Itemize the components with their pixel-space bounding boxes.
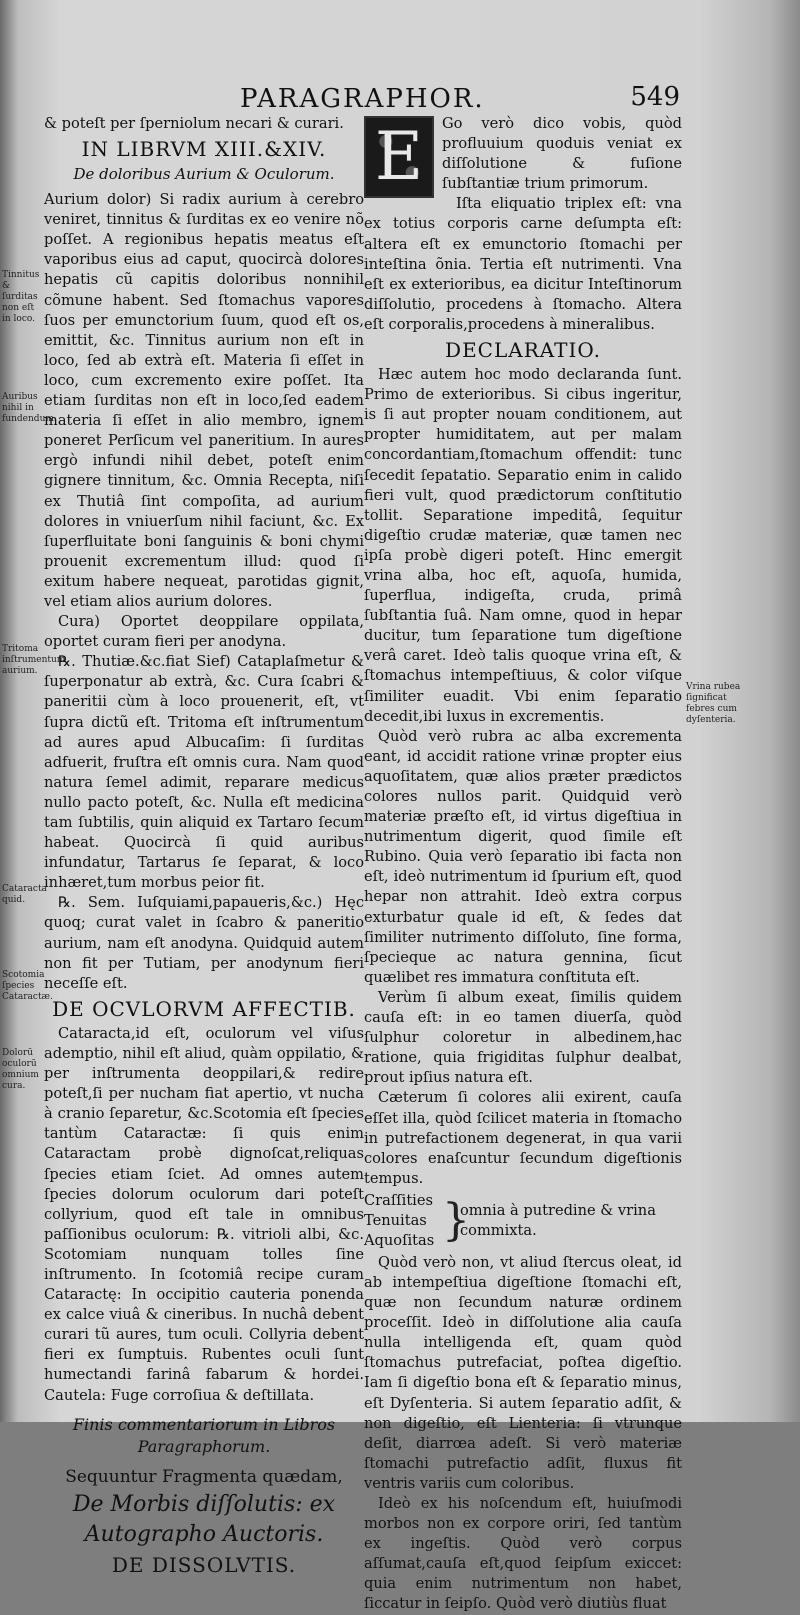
section-heading: DECLARATIO. <box>445 338 601 363</box>
paragraph: Aurium dolor) Si radix aurium à cerebro veniret, tinnitus & ſurditas ex eo venire nõ poſſet. A regionibus hepatis meatus eſt vaporibus eius ad caput, quocircà dolores hepatis cũ capitis doloribus nonnihil cõmune habent. Sed ſtomachus vapores ſuos per emunctorium ſuum, quod eſt os, emittit, &c. Tinnitus aurium non eſt in loco, ſed ab extrà eſt. Materia ſi eſſet in loco, cum excremento exire poſſet. Ita etiam ſurditas non eſt in loco,ſed eadem materia ſi eſſet in alio membro, ignem poneret Perſicum vel paneritium. In aures ergò infundi nihil debet, poteſt enim gignere tinnitum, &c. Omnia Recepta, niſi ex Thutiâ ſint compoſita, ad aurium dolores in vniuerſum nihil faciunt, &c. Ex ſuperfluitate boni ſanguinis & boni chymi prouenit excrementum illud: quod ſi exitum habere nequeat, parotidas gignit, vel etiam alios aurium dolores. <box>44 191 364 610</box>
running-title: PARAGRAPHOR. <box>240 84 485 114</box>
page-header <box>240 84 780 114</box>
paragraph: Go verò dico vobis, quòd profluuium quoduis veniat ex diſſolutione & fuſione ſubſtantiæ trium primorum. <box>442 115 682 193</box>
paragraph: Cura) Oportet deoppilare oppilata, oportet curam fieri per anodyna. <box>44 613 364 651</box>
paragraph: Verùm ſi album exeat, ſimilis quidem cauſa eſt: in eo tamen diuerſa, quòd ſulphur coloretur in albedinem,hac ratione, quia frigiditas ſulphur dealbat, prout ipſius natura eſt. <box>364 988 682 1087</box>
margin-note: Tinnitus & ſurditas non eſt in loco. <box>2 270 40 324</box>
paragraph: ℞. Thutiæ.&c.fiat Sief) Cataplaſmetur & ſuperponatur ab extrà, &c. Cura ſcabri & paneritii cùm à loco prouenerit, eſt, vt ſupra dictũ eſt. Tritoma eſt inſtrumentum ad aures apud Albucaſim: ſi ſurditas adfuerit, fruſtra eſt omnis cura. Nam quod natura ſemel adimit, reparare medicus nullo pacto poteſt, &c. Nulla eſt medicina tam ſubtilis, quin aliquid ex Tartaro ſecum habeat. Quocircà ſi quid auribus infundatur, Tartarus ſe ſeparat, & loco inhæret,tum morbus peior fit. <box>44 653 364 892</box>
top-line: & poteſt per ſperniolum necari & curari. <box>44 115 344 132</box>
paragraph: Iſta eliquatio triplex eſt: vna ex totius corporis carne deſumpta eſt: altera eſt ex emunctorio ſtomachi per inteſtina õnia. Tertia eſt nutrimenti. Vna eſt ex exterioribus, ea dicitur Inteſtinorum diſſolutio, procedens à ſtomacho. Altera eſt corporalis,procedens à mineralibus. <box>364 195 682 333</box>
humor-item: Aquoſitas <box>364 1231 435 1249</box>
brace-icon: } <box>442 1194 470 1246</box>
finis-line: Finis commentariorum in Libros Paragraphorum. <box>72 1414 336 1456</box>
left-column <box>44 114 364 1580</box>
drop-cap: E <box>364 116 434 198</box>
margin-note: Dolorū oculorū omnium cura. <box>2 1048 39 1091</box>
paragraph: ℞. Sem. Iuſquiami,papaueris,&c.) Hęc quoq; curat valet in ſcabro & paneritio aurium, nam eſt anodyna. Quidquid autem non fit per Tutiam, per anodynum fieri neceſſe eſt. <box>44 894 364 992</box>
paragraph: Cataracta,id eſt, oculorum vel viſus ademptio, nihil eſt aliud, quàm oppilatio, & per inſtrumenta deoppilari,& redire poteſt,ſi per nucham fiat apertio, vt nucha à cranio ſeparetur, &c.Scotomia eſt ſpecies tantùm Cataractæ: ſi quis enim Cataractam probè dignoſcat,reliquas ſpecies etiam ſciet. Ad omnes autem ſpecies dolorum oculorum dari poteſt collyrium, quod eſt tale in omnibus paſſionibus oculorum: ℞. vitrioli albi, &c. Scotomiam nunquam tolles ſine inſtrumento. In ſcotomiâ recipe curam Cataractę: In occipitio cauteria ponenda ex calce viuâ & cineribus. In nuchâ debent curari tũ aures, tum oculi. Collyria debent fieri ex ſumptuis. Rubentes oculi ſunt humectandi farinâ fabarum & hordei. Cautela: Fuge corroſiua & deſtillata. <box>44 1024 364 1404</box>
humors-text: omnia à putredine & vrina commixta. <box>460 1201 656 1239</box>
margin-note: Tritoma inſtrumentum aurium. <box>2 644 66 676</box>
humors-list <box>364 1191 442 1251</box>
section-heading: DE DISSOLVTIS. <box>111 1552 297 1577</box>
paragraph: Quòd verò non, vt aliud ſtercus oleat, id ab intempeſtiua digeſtione ſtomachi eſt, quæ non ſecundum naturæ ordinem proceſſit. Ideò in diſſolutione alia cauſa nulla intelligenda eſt, quam quòd ſtomachus putrefaciat, poſtea digeſtio. Iam ſi digeſtio bona eſt & ſeparatio minus, eſt Dyſenteria. Si autem ſeparatio adſit, & non digeſtio, eſt Lienteria: ſi vtrunque deſit, diarrœa adeſt. Si verò materiæ ſtomachi putrefactio adſit, fluxus fit ventris variis cum coloribus. <box>364 1253 682 1492</box>
page-number: 549 <box>630 82 680 112</box>
margin-note: Vrina rubea ſignificat febres cum dyſenteria. <box>686 682 741 725</box>
paragraph: Cæterum ſi colores alii exirent, cauſa eſſet illa, quòd ſcilicet materia in ſtomacho in putrefactionem degenerat, in qua varii colores enaſcuntur ſecundum digeſtionis tempus. <box>364 1089 682 1187</box>
humor-item: Craſſities <box>364 1191 433 1209</box>
section-heading: IN LIBRVM XIII.&XIV. <box>81 137 327 162</box>
margin-note: Auribus nihil in fundendum. <box>2 392 57 424</box>
paragraph: Ideò ex his noſcendum eſt, huiuſmodi morbos non ex corpore oriri, ſed tantùm ex ingeſtis. Quòd verò corpus aſſumat,cauſa eſt,quod ſeipſum exiccet: quia enim nutrimentum non habet, ſiccatur in ſeipſo. Quòd verò diutiùs fluat <box>364 1495 682 1613</box>
section-subheading: De doloribus Aurium & Oculorum. <box>73 165 335 184</box>
margin-note: Scotomia ſpecies Cataractæ. <box>2 970 53 1002</box>
section-heading: DE OCVLORVM AFFECTIB. <box>52 996 356 1021</box>
paragraph: Hæc autem hoc modo declaranda ſunt. Primo de exterioribus. Si cibus ingeritur, is ſi aut propter nouam conditionem, aut propter humiditatem, aut per malam concordantiam,ſtomachum offendit: tunc ſecedit ſepatatio. Separatio enim in calido fieri vult, quod prædictorum conſtitutio tollit. Separatione impeditâ, ſequitur digeſtio crudæ materiæ, quæ tamen nec ipſa probè digeri poteſt. Hinc emergit vrina alba, hoc eſt, aquoſa, humida, ſuperflua, indigeſta, cruda, primâ ſubſtantia ſuâ. Nam omne, quod in hepar ducitur, tum ſeparatione tum digeſtione verâ caret. Ideò talis quoque vrina eſt, & ſtomachus intempeſtiuus, & color viſque ſimiliter euadit. Vbi enim ſeparatio decedit,ibi luxus in excrementis. <box>364 366 682 725</box>
fragments-line: Sequuntur Fragmenta quædam, <box>65 1466 343 1487</box>
humors-bracket <box>364 1191 682 1251</box>
paragraph: Quòd verò rubra ac alba excrementa eant, id accidit ratione vrinæ propter eius aquoſitatem, quæ alios præter prædictos colores nullos parit. Quidquid verò materiæ præſto eſt, id virtus digeſtiua in nutrimentum digerit, quod ſimile eſt Rubino. Quia verò ſeparatio ibi facta non eſt, ideò nutrimentum id ſpurium eſt, quod hepar non attrahit. Ideò extra corpus exturbatur quale id eſt, & ſedes dat ſimiliter nutrimento diſſoluto, ſine forma, ſpecieque ac natura gennina, ſicut quælibet res immatura conſtituta eſt. <box>364 727 682 986</box>
de-morbis-title: De Morbis diſſolutis: ex Autographo Auctoris. <box>72 1491 336 1547</box>
right-column <box>364 114 682 1615</box>
humor-item: Tenuitas <box>364 1211 427 1229</box>
margin-note: Cataracta quid. <box>2 884 47 905</box>
